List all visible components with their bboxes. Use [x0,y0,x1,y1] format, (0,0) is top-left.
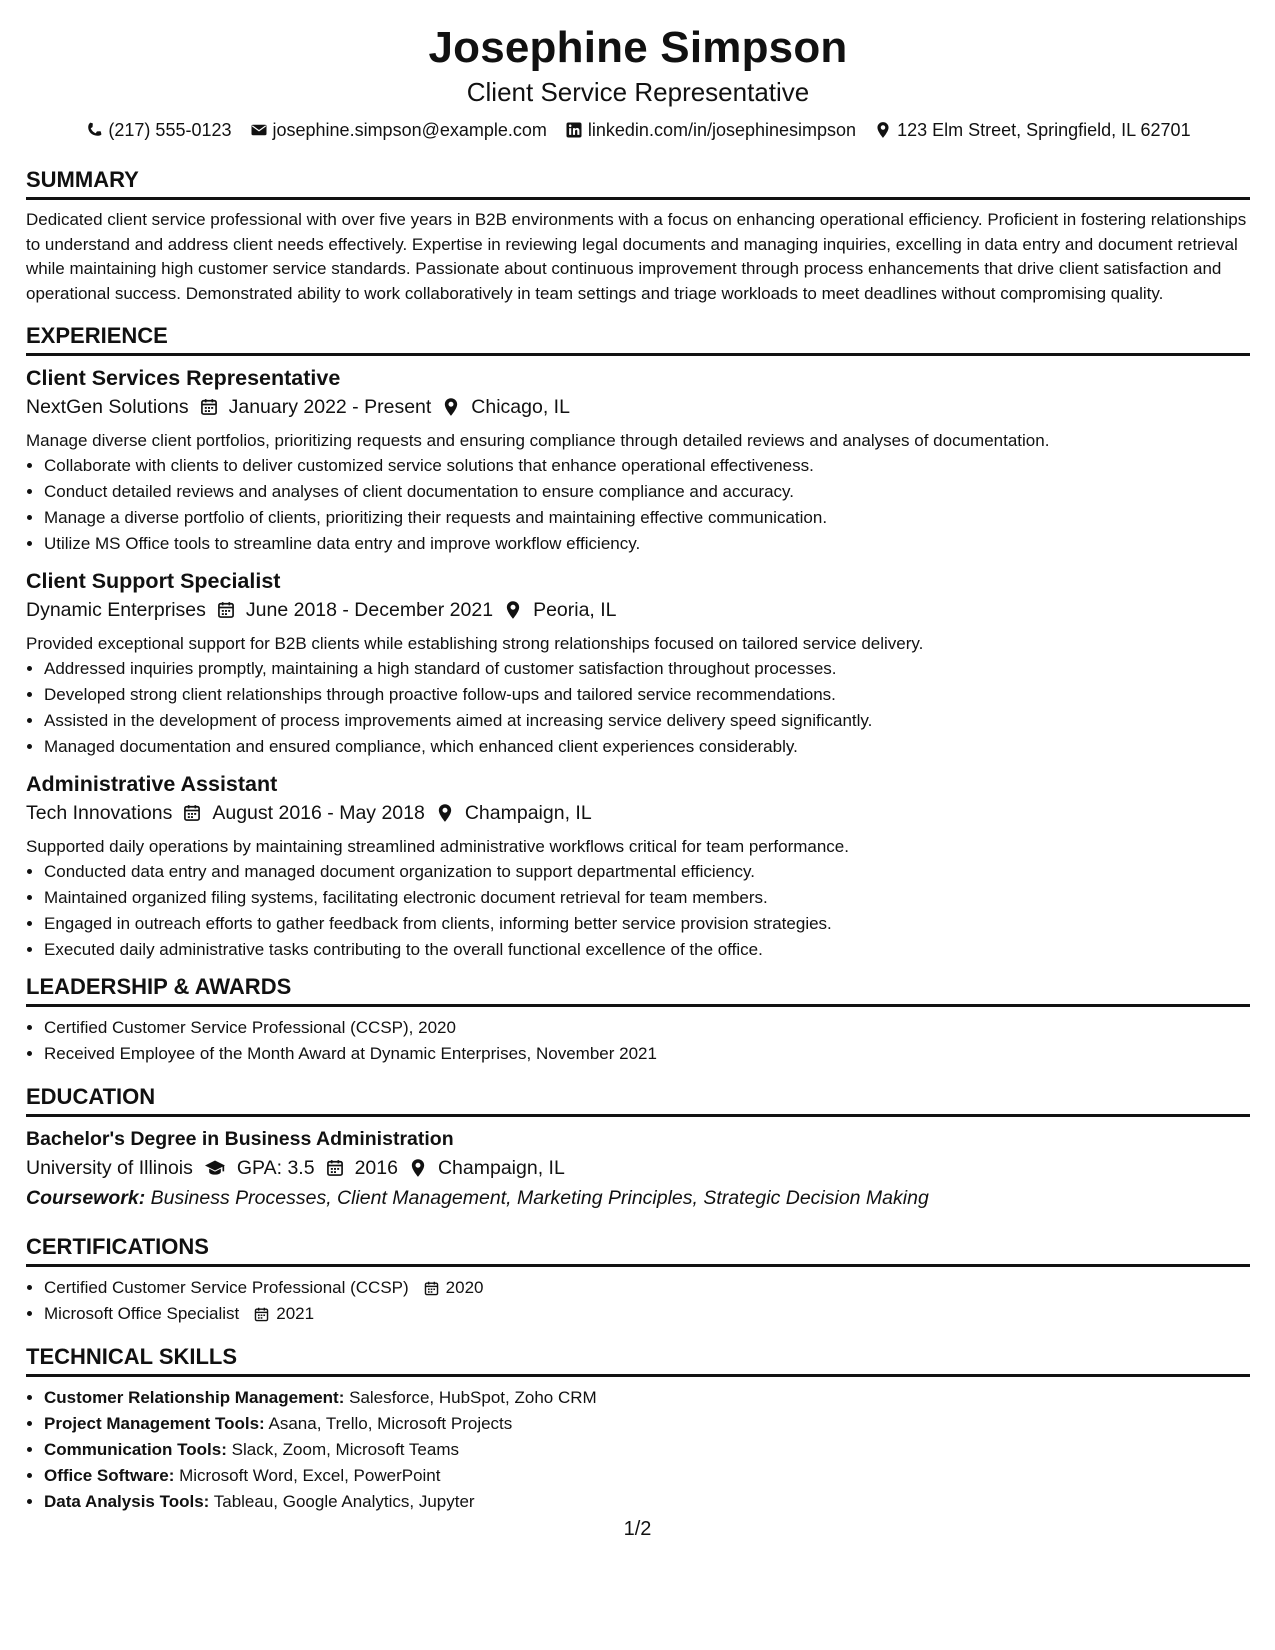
list-item [44,1301,1250,1327]
job-dates: June 2018 - December 2021 [245,599,494,621]
cert-name: • Certified Customer Service Professional (CCSP) [44,1278,409,1297]
list-item: • Engaged in outreach efforts to gather feedback from clients, informing better service provision strategies. [44,911,1250,937]
contact-email-text: josephine.simpson@example.com [272,120,547,140]
job-title: Client Support Specialist [26,569,281,593]
list-item [44,1463,1250,1489]
coursework [26,1183,1250,1213]
skill-value: Salesforce, HubSpot, Zoho CRM [349,1388,597,1407]
contact-bar [26,118,1250,142]
contact-linkedin-text: linkedin.com/in/josephinesimpson [587,120,857,140]
list-item [44,1411,1250,1437]
resume-page [26,22,1250,1515]
list-item: • Utilize MS Office tools to streamline data entry and improve workflow efficiency. [44,531,1250,557]
linkedin-icon [565,121,583,139]
list-item: • Certified Customer Service Professional (CCSP), 2020 [44,1015,1250,1041]
map-pin-icon [435,803,455,823]
job-location: Peoria, IL [533,599,617,621]
contact-email[interactable] [250,118,547,142]
skill-value: Tableau, Google Analytics, Jupyter [213,1492,475,1511]
school-name: University of Illinois [26,1157,193,1179]
list-item [44,1385,1250,1411]
job-dates: January 2022 - Present [228,396,432,418]
list-item: • Managed documentation and ensured compliance, which enhanced client experiences considerably. [44,734,1250,760]
calendar-icon [253,1306,270,1323]
job-location: Chicago, IL [471,396,570,418]
job-description: Manage diverse client portfolios, prioritizing requests and ensuring compliance through detailed reviews and analyses of documentation. [26,431,1050,450]
leadership-list [26,1015,1250,1067]
calendar-icon [325,1158,345,1178]
leadership-section [26,973,1250,1067]
job-company: Dynamic Enterprises [26,599,206,621]
map-pin-icon [408,1158,428,1178]
coursework-list: Business Processes, Client Management, Marketing Principles, Strategic Decision Making [150,1187,929,1209]
skill-label: Project Management Tools: [44,1414,265,1433]
list-item: • Received Employee of the Month Award at Dynamic Enterprises, November 2021 [44,1041,1250,1067]
experience-section [26,322,1250,963]
page-number: 1/2 [623,1518,652,1540]
candidate-title: Client Service Representative [466,77,810,107]
job-title: Client Services Representative [26,366,341,390]
skill-label: Communication Tools: [44,1440,227,1459]
skill-value: Microsoft Word, Excel, PowerPoint [179,1466,441,1485]
cert-year: 2020 [445,1278,484,1297]
job-description: Provided exceptional support for B2B clients while establishing strong relationships focused on tailored service delivery. [26,634,924,653]
job-bullets [26,656,1250,760]
skills-heading: TECHNICAL SKILLS [26,1343,1250,1377]
envelope-icon [250,121,268,139]
list-item: • Conduct detailed reviews and analyses of client documentation to ensure compliance and accuracy. [44,479,1250,505]
certifications-section [26,1233,1250,1327]
list-item: • Maintained organized filing systems, facilitating electronic document retrieval for team members. [44,885,1250,911]
job-company: NextGen Solutions [26,396,189,418]
summary-section [26,166,1250,306]
list-item: • Conducted data entry and managed document organization to support departmental efficiency. [44,859,1250,885]
contact-phone-text: (217) 555-0123 [108,120,232,140]
job-dates: August 2016 - May 2018 [212,802,425,824]
cert-name: • Microsoft Office Specialist [44,1304,240,1323]
skills-section [26,1343,1250,1515]
job-meta [26,798,1250,828]
job-meta [26,392,1250,422]
list-item: • Collaborate with clients to deliver customized service solutions that enhance operational effectiveness. [44,453,1250,479]
education-section [26,1083,1250,1213]
calendar-icon [182,803,202,823]
skills-list [26,1385,1250,1515]
list-item: • Manage a diverse portfolio of clients, prioritizing their requests and maintaining effective communication. [44,505,1250,531]
skill-value: Asana, Trello, Microsoft Projects [268,1414,513,1433]
job-entry [26,770,1250,963]
skill-label: Data Analysis Tools: [44,1492,210,1511]
degree-title: Bachelor's Degree in Business Administration [26,1128,454,1150]
map-pin-icon [874,121,892,139]
cert-year: 2021 [276,1304,315,1323]
calendar-icon [423,1280,440,1297]
list-item: • Addressed inquiries promptly, maintaining a high standard of customer satisfaction throughout processes. [44,656,1250,682]
list-item [44,1489,1250,1515]
calendar-icon [216,600,236,620]
certifications-list [26,1275,1250,1327]
skill-label: Customer Relationship Management: [44,1388,345,1407]
leadership-heading: LEADERSHIP & AWARDS [26,973,1250,1007]
job-company: Tech Innovations [26,802,173,824]
skill-label: Office Software: [44,1466,175,1485]
contact-address-text: 123 Elm Street, Springfield, IL 62701 [897,120,1191,140]
graduation-cap-icon [203,1158,227,1178]
list-item [44,1437,1250,1463]
coursework-label: Coursework: [26,1187,146,1209]
job-bullets [26,453,1250,557]
list-item: • Assisted in the development of process improvements aimed at increasing service delivery speed significantly. [44,708,1250,734]
contact-phone[interactable] [85,118,231,142]
education-heading: EDUCATION [26,1083,1250,1117]
job-description: Supported daily operations by maintaining streamlined administrative workflows critical for team performance. [26,837,849,856]
list-item [44,1275,1250,1301]
graduation-year: 2016 [354,1157,398,1179]
list-item: • Developed strong client relationships through proactive follow-ups and tailored service recommendations. [44,682,1250,708]
map-pin-icon [503,600,523,620]
certifications-heading: CERTIFICATIONS [26,1233,1250,1267]
education-meta [26,1153,1250,1183]
job-location: Champaign, IL [464,802,592,824]
contact-address [874,118,1191,142]
calendar-icon [199,397,219,417]
job-meta [26,595,1250,625]
contact-linkedin[interactable] [565,118,856,142]
job-entry [26,567,1250,760]
candidate-name: Josephine Simpson [428,23,848,72]
list-item: • Executed daily administrative tasks contributing to the overall functional excellence of the office. [44,937,1250,963]
gpa: GPA: 3.5 [236,1157,315,1179]
summary-heading: SUMMARY [26,166,1250,200]
job-bullets [26,859,1250,963]
job-entry [26,364,1250,557]
map-pin-icon [441,397,461,417]
school-location: Champaign, IL [437,1157,565,1179]
phone-icon [85,121,103,139]
experience-heading: EXPERIENCE [26,322,1250,356]
skill-value: Slack, Zoom, Microsoft Teams [231,1440,459,1459]
job-title: Administrative Assistant [26,772,278,796]
summary-text: Dedicated client service professional with over five years in B2B environments with a focus on enhancing operational efficiency. Proficient in fostering relationships to understand and address client needs effectively. Expertise in reviewing legal documents and managing inquiries, excelling in data entry and document retrieval while maintaining high customer service standards. Passionate about continuous improvement through process enhancements that drive client satisfaction and operational success. Demonstrated ability to work collaboratively in team settings and triage workloads to meet deadlines without compromising quality. [26,210,1247,303]
